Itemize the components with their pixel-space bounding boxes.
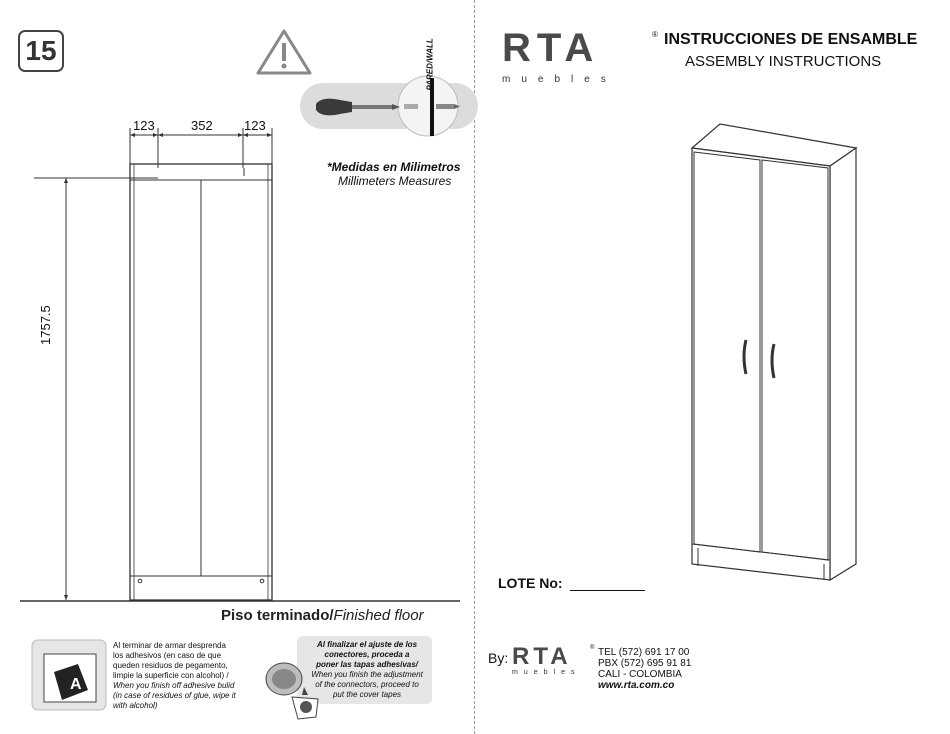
measure-note-en: Millimeters Measures (338, 174, 452, 188)
tip-adhesive-text (113, 641, 241, 711)
floor-label-es: Piso terminado/ (221, 607, 334, 624)
warning-triangle-icon (255, 28, 313, 76)
dimension-width-right: 123 (244, 118, 266, 133)
dimension-width-left: 123 (133, 118, 155, 133)
footer-logo-wordmark: RTA (512, 643, 572, 670)
tip-adhesive-line: (in case of residues of glue, wipe it (113, 691, 236, 700)
wall-label: PARED/WALL (425, 38, 435, 91)
dimension-width-center: 352 (191, 118, 213, 133)
tip-connectors-text (306, 640, 428, 700)
measure-note-es: *Medidas en Milimetros (327, 160, 461, 174)
tip-connectors-line: put the cover tapes (332, 690, 402, 699)
contact-pbx: PBX (572) 695 91 81 (598, 658, 692, 669)
contact-city: CALI - COLOMBIA (598, 669, 682, 680)
tip-connectors-line: conectores, proceda a (324, 650, 410, 659)
lote-input-line (570, 590, 645, 591)
title-es: INSTRUCCIONES DE ENSAMBLE (664, 31, 918, 48)
lote-label: LOTE No: (498, 575, 563, 591)
adhesive-sticker-icon (30, 638, 108, 712)
floor-label (221, 607, 424, 624)
tip-adhesive-line: limpie la superficie con alcohol) / (113, 671, 229, 680)
cabinet-front-elevation (20, 120, 460, 610)
by-label: By: (488, 650, 509, 666)
registered-mark: ® (652, 30, 658, 39)
logo-wordmark: RTA (502, 26, 600, 70)
footer-logo-subtitle: muebles (512, 669, 581, 676)
title-en: ASSEMBLY INSTRUCTIONS (685, 53, 882, 70)
assembled-cabinet-illustration (680, 118, 870, 588)
wall-label-wrapper (424, 40, 436, 92)
tip-connectors-line: When you finish the adjustment (311, 670, 423, 679)
contact-website: www.rta.com.co (598, 680, 675, 691)
dimension-height: 1757.5 (38, 305, 53, 345)
footer-registered-mark: ® (590, 645, 595, 651)
footer-rta-logo (512, 643, 595, 681)
floor-label-en: Finished floor (333, 607, 424, 624)
logo-subtitle: muebles (502, 74, 617, 85)
tip-adhesive-line: Al terminar de armar desprenda (113, 641, 226, 650)
tip-adhesive-line: los adhesivos (en caso de que (113, 651, 222, 660)
step-number-badge: 15 (18, 30, 64, 72)
tip-connectors-line: of the connectors, proceed to (315, 680, 419, 689)
tip-adhesive-line: When you finish off adhesive bulid (113, 681, 235, 690)
rta-logo (502, 28, 652, 88)
contact-tel: TEL (572) 691 17 00 (598, 647, 690, 658)
contact-block (598, 647, 691, 691)
tip-connectors-line: Al finalizar el ajuste de los (316, 640, 418, 649)
tip-adhesive-line: with alcohol) (113, 701, 158, 710)
tip-adhesive-line: queden residuos de pegamento, (113, 661, 228, 670)
sticker-letter: A (70, 676, 82, 693)
tip-connectors-line: poner las tapas adhesivas/ (316, 660, 418, 669)
